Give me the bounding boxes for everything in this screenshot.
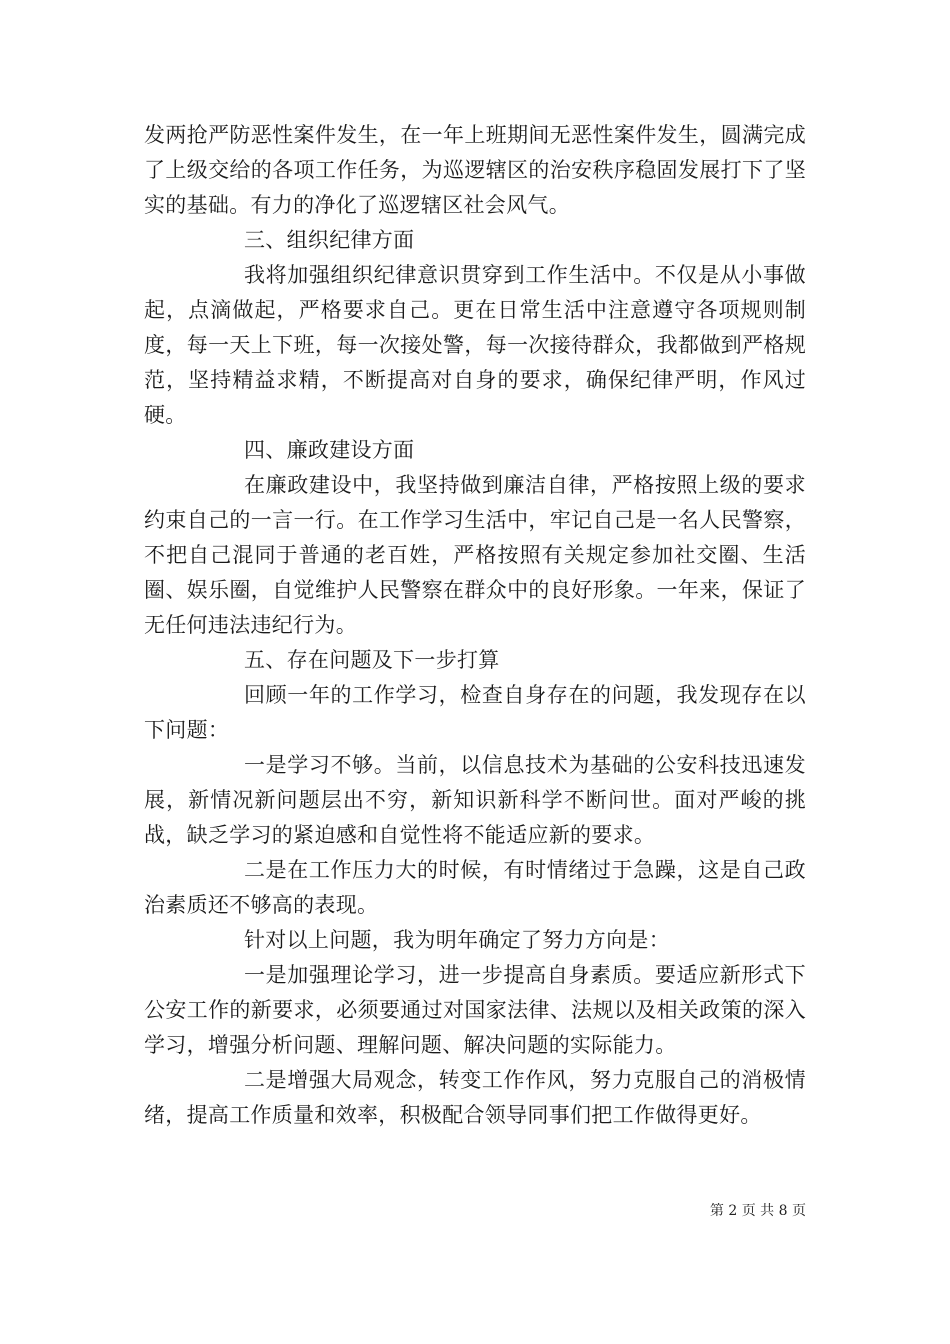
section-heading-integrity: 四、廉政建设方面 (244, 438, 415, 462)
paragraph-direction-one: 一是加强理论学习，进一步提高自身素质。要适应新形式下公安工作的新要求，必须要通过对国家法律、法规以及相关政策的深入学习，增强分析问题、理解问题、解决问题的实际能力。 (144, 963, 806, 1057)
page-number: 第 2 页 共 8 页 (709, 1203, 806, 1219)
section-heading-discipline: 三、组织纪律方面 (244, 228, 415, 252)
paragraph-integrity: 在廉政建设中，我坚持做到廉洁自律，严格按照上级的要求约束自己的一言一行。在工作学习生活中，牢记自己是一名人民警察，不把自己混同于普通的老百姓，严格按照有关规定参加社交圈、生活圈、娱乐圈，自觉维护人民警察在群众中的良好形象。一年来，保证了无任何违法违纪行为。 (144, 473, 806, 637)
paragraph-problem-two: 二是在工作压力大的时候，有时情绪过于急躁，这是自己政治素质还不够高的表现。 (144, 858, 806, 917)
paragraph-direction-intro: 针对以上问题，我为明年确定了努力方向是： (244, 928, 670, 952)
section-heading-problems: 五、存在问题及下一步打算 (244, 648, 500, 672)
document-body (144, 118, 806, 1133)
paragraph-discipline: 我将加强组织纪律意识贯穿到工作生活中。不仅是从小事做起，点滴做起，严格要求自己。更在日常生活中注意遵守各项规则制度，每一天上下班，每一次接处警，每一次接待群众，我都做到严格规范，坚持精益求精，不断提高对自身的要求，确保纪律严明，作风过硬。 (144, 263, 806, 427)
paragraph-review: 回顾一年的工作学习，检查自身存在的问题，我发现存在以下问题： (144, 683, 806, 742)
paragraph-problem-one: 一是学习不够。当前，以信息技术为基础的公安科技迅速发展，新情况新问题层出不穷，新知识新科学不断问世。面对严峻的挑战，缺乏学习的紧迫感和自觉性将不能适应新的要求。 (144, 753, 806, 847)
paragraph-direction-two: 二是增强大局观念，转变工作作风，努力克服自己的消极情绪，提高工作质量和效率，积极配合领导同事们把工作做得更好。 (144, 1068, 806, 1127)
paragraph-continuation: 发两抢严防恶性案件发生，在一年上班期间无恶性案件发生，圆满完成了上级交给的各项工作任务，为巡逻辖区的治安秩序稳固发展打下了坚实的基础。有力的净化了巡逻辖区社会风气。 (144, 123, 806, 217)
